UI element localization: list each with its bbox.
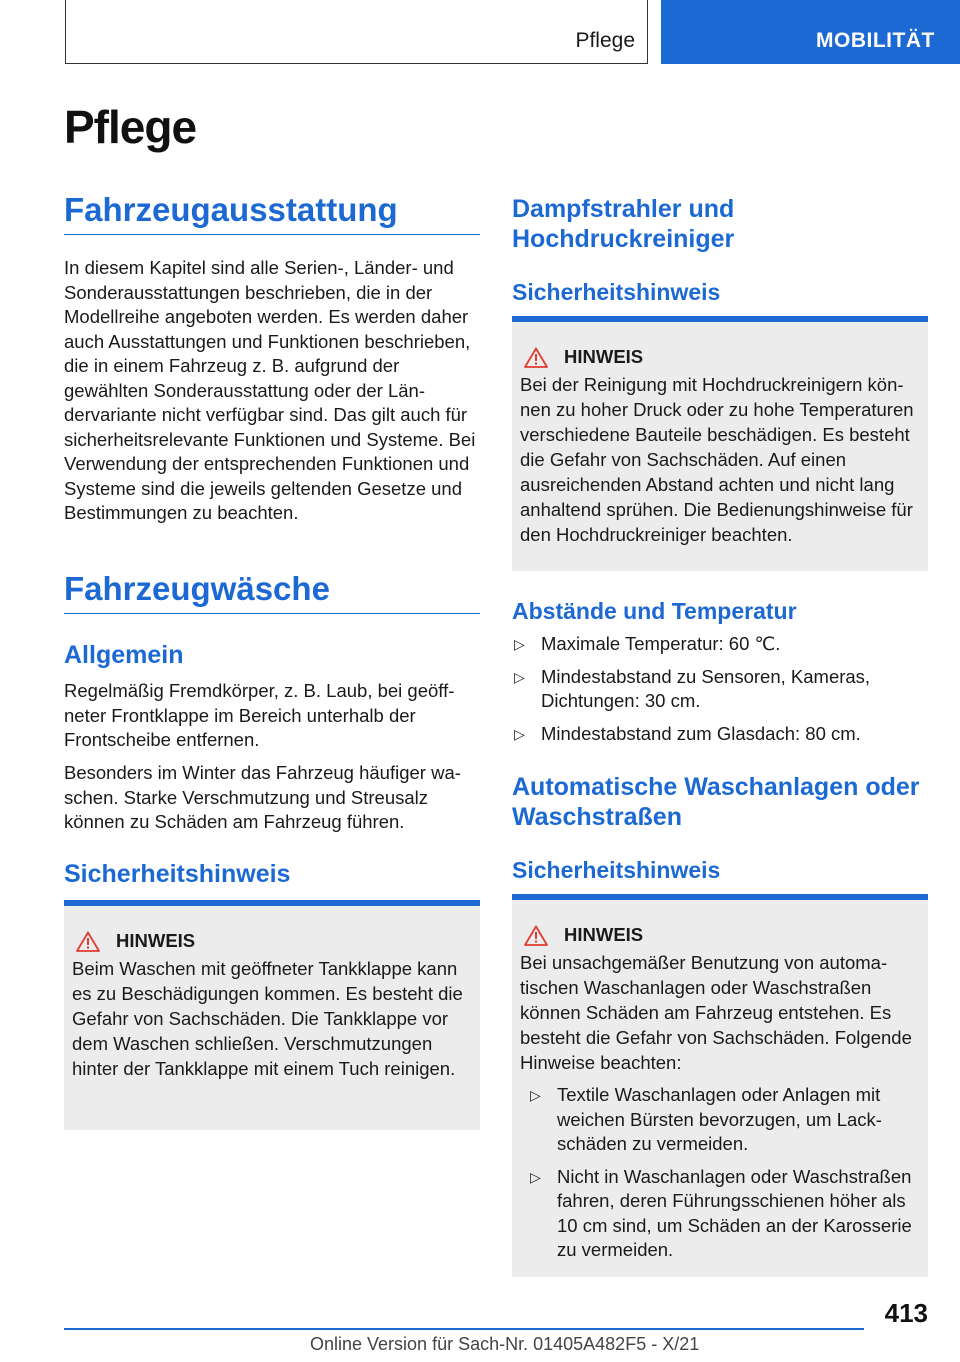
footer-divider <box>64 1328 864 1330</box>
notice-text: Bei der Reinigung mit Hochdruckreinigern können zu hoher Druck oder zu hohe Temperaturen verschiedene Bauteile beschädigen. Es besteht die Gefahr von Sachschäden. Auf einen ausreichenden Abstand achten und nicht lang anhaltend sprühen. Die Bedienungshinweise für den Hochdruckreiniger beachten. <box>520 374 914 545</box>
notice-label: HINWEIS <box>116 930 196 951</box>
heading-sicherheitshinweis-right-2: Sicherheitshinweis <box>512 857 721 883</box>
allgemein-paragraph-2: Besonders im Winter das Fahrzeug häufiger waschen. Starke Verschmutzung und Streusalz können zu Schäden am Fahrzeug führen. <box>64 762 461 832</box>
heading-sicherheitshinweis-left: Sicherheitshinweis <box>64 860 291 888</box>
notice-header <box>520 346 920 368</box>
heading-automatische-waschanlagen: Automatische Waschanlagen oder Waschstraßen <box>512 773 920 831</box>
triangle-bullet-icon: ▷ <box>514 725 525 742</box>
warning-triangle-icon <box>76 931 100 952</box>
page-title: Pflege <box>64 101 197 153</box>
notice-label: HINWEIS <box>564 924 644 945</box>
notice-box-tankklappe <box>64 900 480 1130</box>
list-item: ▷ Mindestabstand zum Glasdach: 80 cm. <box>512 722 928 747</box>
header-frame <box>65 0 648 64</box>
triangle-bullet-icon: ▷ <box>530 1168 541 1185</box>
ausstattung-paragraph: In diesem Kapitel sind alle Serien-, Länder- und Sonderausstattungen beschrieben, die in der Modellreihe angeboten werden. Es werden daher auch Ausstattungen und Funktionen beschrieben, die in einem Fahrzeug z. B. aufgrund der gewählten Sonderausstattung oder der Ländervariante nicht verfügbar sind. Das gilt auch für sicherheitsrelevante Funktionen und Systeme. Bei Verwendung der entsprechenden Funktionen und Systeme sind die jeweils geltenden Gesetze und Bestimmungen zu beachten. <box>64 257 476 523</box>
page-number: 413 <box>884 1298 928 1328</box>
notice-box-hochdruck <box>512 316 928 571</box>
notice-text: Beim Waschen mit geöffneter Tankklappe kann es zu Beschädigungen kommen. Es besteht die Gefahr von Sachschäden. Die Tankklappe vor dem Waschen schließen. Verschmutzungen hinter der Tankklappe mit einem Tuch reinigen. <box>72 958 463 1079</box>
warning-triangle-icon <box>524 347 548 368</box>
notice-header <box>520 924 920 946</box>
heading-fahrzeugwaesche: Fahrzeugwäsche <box>64 569 480 614</box>
triangle-bullet-icon: ▷ <box>514 636 525 652</box>
notice-header <box>72 930 472 952</box>
list-item: ▷ Mindestabstand zu Sensoren, Kameras, Dichtungen: 30 cm. <box>514 665 871 711</box>
header-chapter-tab[interactable]: MOBILITÄT <box>661 0 960 64</box>
allgemein-paragraph-1: Regelmäßig Fremdkörper, z. B. Laub, bei geöffneter Frontklappe im Bereich unterhalb der Frontscheibe entfernen. <box>64 680 455 750</box>
list-item: ▷ Textile Waschanlagen oder Anlagen mit weichen Bürsten bevorzugen, um Lackschäden zu vermeiden. <box>530 1084 882 1154</box>
abstaende-list <box>512 632 928 754</box>
warning-triangle-icon <box>524 925 548 946</box>
header-section-title: Pflege <box>575 29 635 52</box>
triangle-bullet-icon: ▷ <box>530 1087 541 1103</box>
triangle-bullet-icon: ▷ <box>514 668 525 685</box>
notice-label: HINWEIS <box>564 346 644 367</box>
heading-sicherheitshinweis-right-1: Sicherheitshinweis <box>512 279 721 305</box>
heading-fahrzeugausstattung: Fahrzeugausstattung <box>64 190 480 235</box>
list-item: ▷ Maximale Temperatur: 60 ℃. <box>512 632 928 657</box>
heading-dampfstrahler: Dampfstrahler und Hochdruckreiniger <box>512 195 735 253</box>
heading-allgemein: Allgemein <box>64 641 184 669</box>
notice-list <box>520 1083 920 1263</box>
notice-box-waschanlagen <box>512 894 928 1277</box>
heading-abstaende-temperatur: Abstände und Temperatur <box>512 598 797 624</box>
list-item: ▷ Nicht in Waschanlagen oder Waschstraßen fahren, deren Führungsschienen höher als 10 cm sind, um Schäden an der Karosserie zu vermeiden. <box>530 1165 912 1260</box>
notice-text: Bei unsachgemäßer Benutzung von automatischen Waschanlagen oder Waschstraßen können Schäden am Fahrzeug entstehen. Es besteht die Gefahr von Sachschäden. Folgende Hinweise beachten: <box>520 952 912 1073</box>
footer-online-version: Online Version für Sach-Nr. 01405A482F5 - X/21 <box>310 1334 700 1354</box>
